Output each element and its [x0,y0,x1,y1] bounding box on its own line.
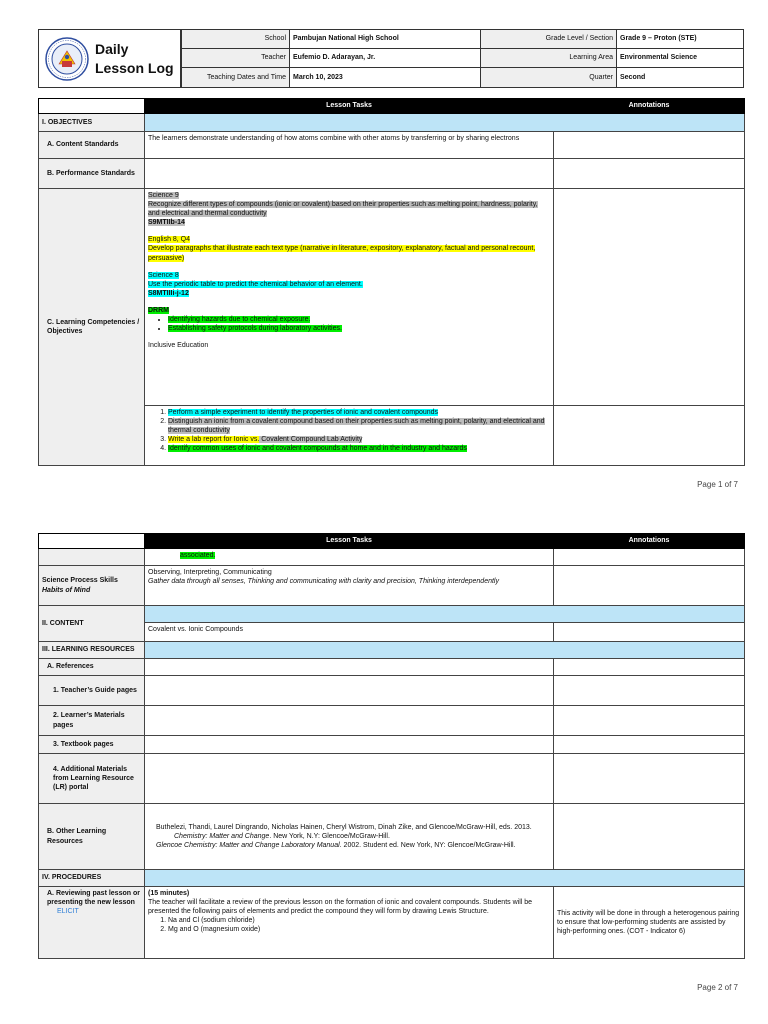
header-blank-cell-2 [39,534,145,549]
process-skills-label [39,566,145,606]
reference-1-publisher: . New York, N.Y: Glencoe/McGraw-Hill. [269,832,390,840]
objective-1: Perform a simple experiment to identify the properties of ionic and covalent compounds [168,409,439,416]
competencies-text [145,189,554,406]
content-section-label: II. CONTENT [39,606,145,642]
content-standards-text: The learners demonstrate understanding of how atoms combine with other atoms by transferring or by sharing electrons [145,132,554,159]
textbook-text [145,736,554,754]
teacher-value: Eufemio D. Adarayan, Jr. [289,49,480,68]
continued-objective [145,549,554,566]
review-item-1: 1. Na and Cl (sodium chloride) [168,916,550,925]
performance-standards-label: B. Performance Standards [39,159,145,189]
elicit-tag: ELICIT [57,908,79,916]
objective-3b: Covalent Compound Lab Activity [259,436,363,444]
review-text-cell [145,887,554,959]
dates-label: Teaching Dates and Time [181,68,289,87]
grade-label: Grade Level / Section [480,30,616,49]
teachers-guide-annotation [554,676,745,706]
process-skills-annotation [554,566,745,606]
sps-text: Observing, Interpreting, Communicating [148,569,272,576]
annotations-header-2: Annotations [554,534,745,549]
sci9-code: S9MTIIb-14 [148,219,185,227]
additional-materials-annotation [554,754,745,804]
header-brand [39,30,181,87]
lesson-tasks-header-2: Lesson Tasks [145,534,554,549]
review-text: The teacher will facilitate a review of the previous lesson on the formation of ionic and covalent compounds. Students will be presented the following pairs of elements and predict the compound they will form by drawing Lewis Structure. [148,899,533,916]
sps-label: Science Process Skills [42,577,118,585]
other-resources-annotation [554,804,745,870]
teacher-label: Teacher [181,49,289,68]
review-item-2: 2. Mg and O (magnesium oxide) [168,925,550,934]
additional-materials-text [145,754,554,804]
objectives-section-label: I. OBJECTIVES [39,114,145,132]
resources-section-label: III. LEARNING RESOURCES [39,642,145,659]
header-title-line2: Lesson Log [95,59,174,76]
header-blank-cell [39,99,145,114]
references-label: A. References [39,659,145,676]
sci8-title: Science 8 [148,271,179,279]
lesson-log-header [38,29,744,88]
content-standards-annotation [554,132,745,159]
competencies-label: C. Learning Competencies / Objectives [39,189,145,466]
content-annotation [554,623,745,642]
header-info-grid [181,30,743,87]
drrm-title: DRRM [148,306,169,314]
reference-2 [148,841,550,850]
objective-3a: Write a lab report for Ionic vs. [168,436,260,444]
teachers-guide-label: 1. Teacher’s Guide pages [39,676,145,706]
school-label: School [181,30,289,49]
reference-2-publisher: . 2002. Student ed. New York, NY: Glencoe/McGraw-Hill. [339,842,516,850]
other-resources-label: B. Other Learning Resources [39,804,145,870]
quarter-label: Quarter [480,68,616,87]
specific-objectives-annotation [554,406,745,466]
deped-seal-icon [45,37,89,81]
reference-1-authors: Buthelezi, Thandi, Laurel Dingrando, Nicholas Hainen, Cheryl Wistrom, Dinah Zike, and Glencoe/McGraw-Hill, eds. 2013. [156,823,532,831]
procedures-section-label: IV. PROCEDURES [39,870,145,887]
quarter-value: Second [616,68,743,87]
page1-table [38,98,745,466]
header-title-line1: Daily [95,40,129,57]
continued-annotation [554,549,745,566]
references-text [145,659,554,676]
associated-text: associated. [180,552,216,559]
reference-2-title: Glencoe Chemistry: Matter and Change Laboratory Manual [156,842,340,850]
review-annotation: This activity will be done in through a heterogenous pairing to ensure that low-performing students are assisted by high-performing ones. (COT - Indicator 6) [554,887,745,959]
performance-standards-text [145,159,554,189]
school-value: Pambujan National High School [289,30,480,49]
learners-materials-annotation [554,706,745,736]
objective-2: Distinguish an ionic from a covalent compound based on their properties such as melting point, polarity, and electrical and thermal conductivity [168,418,545,435]
eng-title: English 8, Q4 [148,236,191,244]
content-text: Covalent vs. Ionic Compounds [145,623,554,642]
teachers-guide-text [145,676,554,706]
competencies-annotation [554,189,745,406]
objectives-section-bar [145,114,745,132]
page-number-1: Page 1 of 7 [697,480,738,489]
additional-materials-label: 4. Additional Materials from Learning Resource (LR) portal [39,754,145,804]
hom-label: Habits of Mind [42,586,91,594]
process-skills-text [145,566,554,606]
specific-objectives [145,406,554,466]
other-resources-text [145,804,554,870]
resources-section-bar [145,642,745,659]
lesson-tasks-header: Lesson Tasks [145,99,554,114]
grade-value: Grade 9 – Proton (STE) [616,30,743,49]
page-number-2: Page 2 of 7 [697,983,738,992]
area-label: Learning Area [480,49,616,68]
learners-materials-label: 2. Learner’s Materials pages [39,706,145,736]
review-label: A. Reviewing past lesson or presenting the new lesson [47,890,140,907]
content-standards-label: A. Content Standards [39,132,145,159]
continued-label-cell [39,549,145,566]
dates-value: March 10, 2023 [289,68,480,87]
learners-materials-text [145,706,554,736]
sci8-text: Use the periodic table to predict the chemical behavior of an element. [148,280,363,288]
annotations-header: Annotations [554,99,745,114]
header-title [95,40,174,78]
objective-4: Identify common uses of ionic and covalent compounds at home and in the industry and hazards [168,445,467,453]
references-annotation [554,659,745,676]
reference-1-title: Chemistry: Matter and Change [174,832,270,840]
performance-standards-annotation [554,159,745,189]
content-section-bar [145,606,745,623]
sci8-code: S8MTIIIi-j-12 [148,289,189,297]
drrm-item-2: Establishing safety protocols during laboratory activities. [168,325,342,333]
page2-table [38,533,745,959]
area-value: Environmental Science [616,49,743,68]
review-time: (15 minutes) [148,890,190,897]
sci9-text: Recognize different types of compounds (ionic or covalent) based on their properties such as melting point, hardness, polarity, and electrical and thermal conductivity [148,201,538,218]
reference-1 [148,823,550,841]
textbook-label: 3. Textbook pages [39,736,145,754]
review-label-cell [39,887,145,959]
procedures-section-bar [145,870,745,887]
inclusive-education: Inclusive Education [148,342,209,350]
sci9-title: Science 9 [148,192,179,199]
eng-text: Develop paragraphs that illustrate each text type (narrative in literature, expository, explanatory, factual and personal recount, persuasive) [148,245,536,262]
textbook-annotation [554,736,745,754]
hom-text: Gather data through all senses, Thinking and communicating with clarity and precision, Thinking interdependently [148,578,499,586]
drrm-item-1: Identifying hazards due to chemical exposure. [168,316,311,324]
